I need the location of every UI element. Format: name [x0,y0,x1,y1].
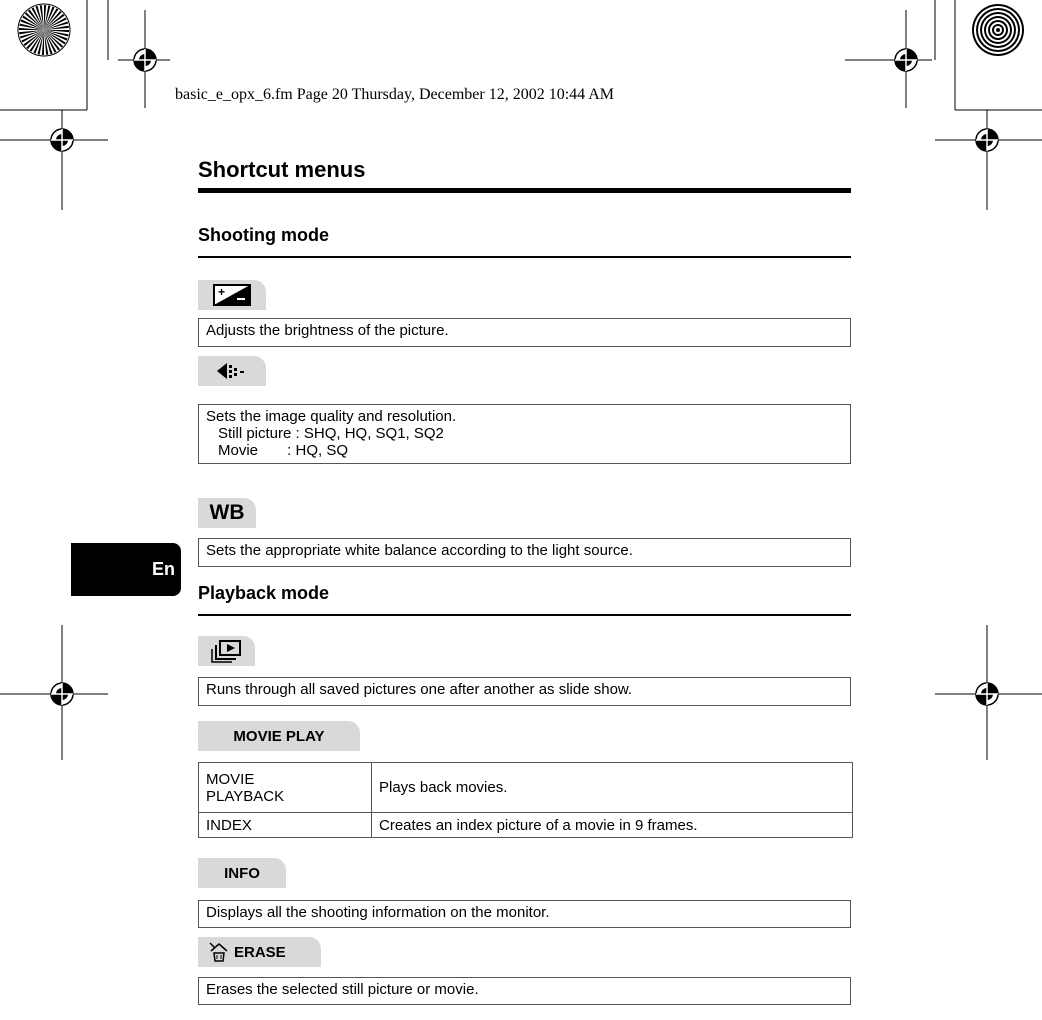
crosshair-target [51,129,73,151]
language-tab: En [71,543,181,596]
erase-pill [198,937,321,967]
shooting-mode-heading: Shooting mode [198,225,329,245]
erase-icon [208,941,230,963]
slideshow-pill [198,636,255,666]
title-rule [198,188,851,193]
wb-pill: WB [198,498,256,528]
movie-play-table [198,762,853,838]
playback-rule [198,614,851,616]
index-desc: Creates an index picture of a movie in 9 frames. [372,813,853,838]
exposure-description: Adjusts the brightness of the picture. [198,318,851,347]
info-pill: INFO [198,858,286,888]
erase-label: ERASE [234,943,286,961]
table-row [199,813,853,838]
wb-description: Sets the appropriate white balance according to the light source. [198,538,851,567]
info-description: Displays all the shooting information on the monitor. [198,900,851,928]
file-header: basic_e_opx_6.fm Page 20 Thursday, December 12, 2002 10:44 AM [175,86,615,103]
quality-pill [198,356,266,386]
crosshair-target [895,49,917,71]
sunburst-mark-left [18,4,70,56]
quality-desc-text: Sets the image quality and resolution. [206,408,457,425]
crosshair-target [51,683,73,705]
movie-play-pill: MOVIE PLAY [198,721,360,751]
exposure-pill [198,280,266,310]
index-name: INDEX [199,813,372,838]
exposure-compensation-icon [213,284,251,306]
crosshair-target [976,683,998,705]
crosshair-target [976,129,998,151]
concentric-mark-right [972,4,1024,56]
movie-playback-name: MOVIE PLAYBACK [199,763,372,813]
page-title: Shortcut menus [198,157,366,182]
playback-mode-heading: Playback mode [198,583,330,603]
table-row [199,763,853,813]
crosshair-target [134,49,156,71]
slideshow-icon [211,639,243,663]
slideshow-description: Runs through all saved pictures one after another as slide show. [198,677,851,706]
svg-text:+: + [218,285,226,299]
quality-description [198,404,851,464]
quality-still: Still picture : SHQ, HQ, SQ1, SQ2 [218,425,444,442]
quality-movie: Movie : HQ, SQ [218,442,349,459]
erase-description: Erases the selected still picture or movie. [198,977,851,1005]
movie-playback-desc: Plays back movies. [372,763,853,813]
image-quality-icon [215,360,249,382]
shooting-rule [198,256,851,258]
